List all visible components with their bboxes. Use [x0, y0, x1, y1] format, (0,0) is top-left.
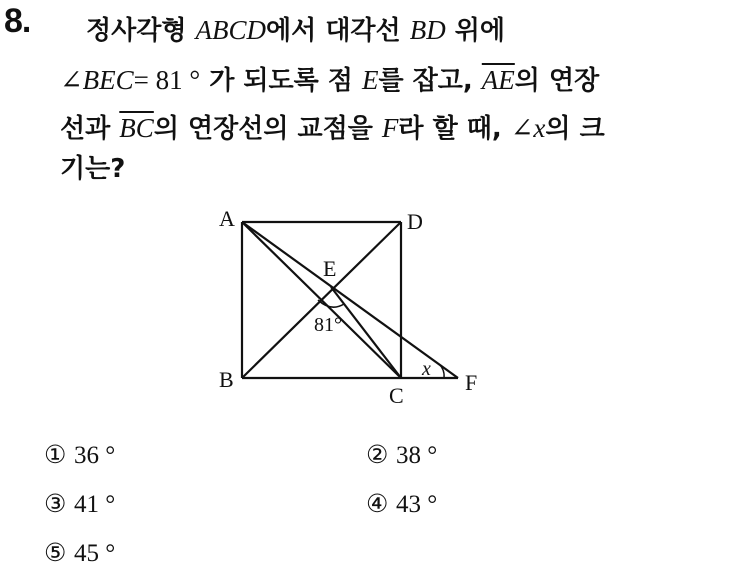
choice-4[interactable]	[366, 489, 437, 519]
q3-text-a: 선과	[60, 114, 120, 144]
choice-4-mark: ④	[366, 491, 389, 518]
choice-5-mark: ⑤	[44, 540, 67, 567]
choice-5-value: 45 °	[74, 540, 116, 567]
q1-math-square: ABCD	[195, 15, 267, 45]
question-line-4: 기는?	[60, 154, 126, 184]
choice-1-value: 36 °	[74, 442, 116, 469]
q3-text-h: 의 크	[545, 114, 605, 144]
q3-math-x: x	[533, 113, 546, 143]
q1-text-c: 에서 대각선	[266, 16, 410, 46]
q2-text-e: 를 잡고,	[378, 66, 482, 96]
line-af	[242, 222, 458, 378]
label-c: C	[389, 383, 404, 408]
q3-math-point-f: F	[381, 113, 399, 143]
choice-3-mark: ③	[44, 491, 67, 518]
choice-2[interactable]	[366, 440, 437, 470]
q2-math-point-e: E	[361, 65, 379, 95]
q2-math-segment-ae: $\overline{AE}$	[481, 65, 515, 95]
choice-5[interactable]	[44, 538, 115, 568]
label-f: F	[465, 370, 478, 395]
q3-text-e: 라 할 때,	[398, 114, 511, 144]
label-b: B	[219, 367, 234, 392]
q2-text-g: 의 연장	[514, 66, 600, 96]
q2-math-value: = 81 °	[133, 65, 201, 95]
choice-3-value: 41 °	[74, 491, 116, 518]
q3-text-c: 의 연장선의 교점을	[153, 114, 382, 144]
problem-number: 8.	[4, 2, 31, 40]
q1-text-e: 위에	[445, 16, 506, 46]
choice-4-value: 43 °	[396, 491, 438, 518]
choice-1-mark: ①	[44, 442, 67, 469]
q3-math-segment-bc: $\overline{BC}$	[119, 113, 154, 143]
q1-text-a: 정사각형	[86, 16, 196, 46]
choice-1[interactable]	[44, 440, 115, 470]
label-angle-81: 81°	[314, 314, 342, 336]
choice-2-mark: ②	[366, 442, 389, 469]
q2-text-c: 가 되도록 점	[200, 66, 362, 96]
label-d: D	[407, 209, 423, 234]
choice-3[interactable]	[44, 489, 115, 519]
q3-math-angle-symbol: ∠	[510, 113, 534, 143]
label-x: x	[422, 358, 431, 380]
q2-math-angle: ∠BEC	[60, 65, 134, 95]
label-a: A	[219, 206, 235, 231]
label-e: E	[323, 256, 337, 281]
choice-2-value: 38 °	[396, 442, 438, 469]
q1-math-diagonal: BD	[409, 15, 446, 45]
